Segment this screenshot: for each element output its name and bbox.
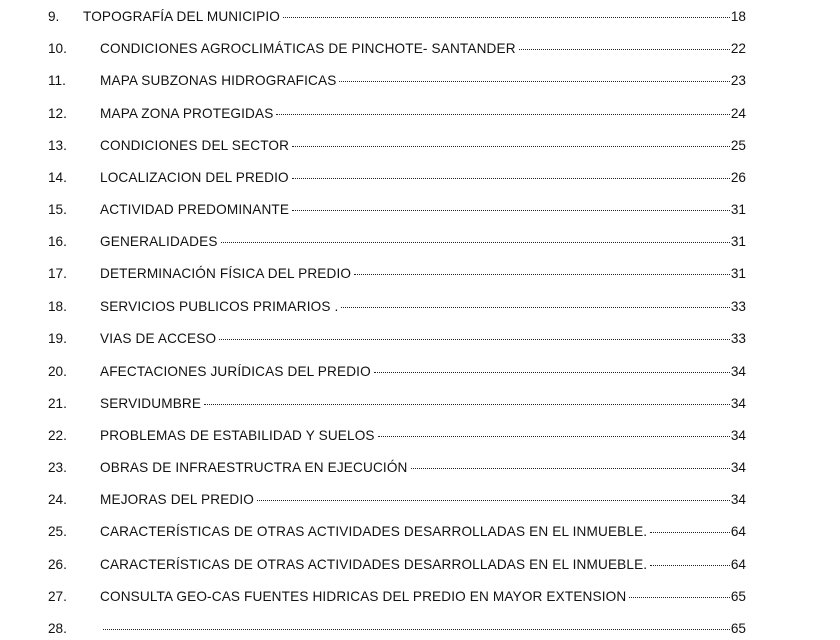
entry-page-number: 65 <box>730 589 746 604</box>
entry-title: CARACTERÍSTICAS DE OTRAS ACTIVIDADES DESARROLLADAS EN EL INMUEBLE. <box>100 557 648 572</box>
dot-leader <box>411 467 730 469</box>
toc-entry-22[interactable] <box>0 425 840 447</box>
entry-number: 16. <box>48 234 67 249</box>
entry-line <box>100 521 746 543</box>
toc-entry-17[interactable] <box>0 263 840 285</box>
entry-title: VIAS DE ACCESO <box>100 331 217 346</box>
entry-title: CONDICIONES AGROCLIMÁTICAS DE PINCHOTE- SANTANDER <box>100 41 516 56</box>
entry-number: 18. <box>48 299 67 314</box>
dot-leader <box>292 209 730 211</box>
entry-page-number: 25 <box>730 138 746 153</box>
entry-page-number: 22 <box>730 41 746 56</box>
toc-entry-16[interactable] <box>0 231 840 253</box>
toc-entry-20[interactable] <box>0 361 840 383</box>
entry-title: DETERMINACIÓN FÍSICA DEL PREDIO <box>100 266 352 281</box>
entry-title: MEJORAS DEL PREDIO <box>100 492 255 507</box>
entry-page-number: 31 <box>730 266 746 281</box>
dot-leader <box>292 177 730 179</box>
toc-entry-14[interactable] <box>0 167 840 189</box>
toc-entry-18[interactable] <box>0 296 840 318</box>
entry-line <box>100 70 746 92</box>
dot-leader <box>339 80 729 82</box>
entry-title: ACTIVIDAD PREDOMINANTE <box>100 202 290 217</box>
entry-number: 19. <box>48 331 67 346</box>
entry-line <box>83 6 746 28</box>
toc-entry-10[interactable] <box>0 38 840 60</box>
entry-line <box>100 38 746 60</box>
entry-page-number: 64 <box>730 524 746 539</box>
toc-entry-15[interactable] <box>0 199 840 221</box>
entry-number: 22. <box>48 428 67 443</box>
entry-line <box>100 457 746 479</box>
entry-line <box>100 199 746 221</box>
entry-page-number: 34 <box>730 492 746 507</box>
toc-entry-11[interactable] <box>0 70 840 92</box>
entry-title: AFECTACIONES JURÍDICAS DEL PREDIO <box>100 364 371 379</box>
toc-entry-26[interactable] <box>0 554 840 576</box>
entry-page-number: 31 <box>730 234 746 249</box>
entry-title: LOCALIZACION DEL PREDIO <box>100 170 289 185</box>
dot-leader <box>378 435 730 437</box>
entry-number: 26. <box>48 557 67 572</box>
entry-line <box>100 103 746 125</box>
entry-page-number: 33 <box>730 299 746 314</box>
entry-number: 21. <box>48 396 67 411</box>
entry-line <box>100 296 746 318</box>
entry-number: 24. <box>48 492 67 507</box>
entry-number: 13. <box>48 138 67 153</box>
entry-line <box>100 425 746 447</box>
entry-page-number: 31 <box>730 202 746 217</box>
entry-line <box>100 489 746 511</box>
entry-page-number: 34 <box>730 428 746 443</box>
entry-title: TOPOGRAFÍA DEL MUNICIPIO <box>83 9 280 24</box>
entry-number: 10. <box>48 41 67 56</box>
entry-page-number: 24 <box>730 106 746 121</box>
entry-page-number: 34 <box>730 460 746 475</box>
entry-page-number: 34 <box>730 364 746 379</box>
entry-page-number: 18 <box>730 9 746 24</box>
entry-line <box>100 231 746 253</box>
dot-leader <box>292 145 730 147</box>
toc-entry-27[interactable] <box>0 586 840 608</box>
entry-number: 28. <box>48 621 67 636</box>
toc-entry-13[interactable] <box>0 135 840 157</box>
entry-title: CARACTERÍSTICAS DE OTRAS ACTIVIDADES DESARROLLADAS EN EL INMUEBLE. <box>100 524 648 539</box>
entry-page-number: 65 <box>730 621 746 636</box>
entry-line <box>100 393 746 415</box>
entry-page-number: 34 <box>730 396 746 411</box>
entry-number: 15. <box>48 202 67 217</box>
entry-title: GENERALIDADES <box>100 234 218 249</box>
dot-leader <box>204 403 730 405</box>
toc-entry-28[interactable] <box>0 618 840 640</box>
entry-page-number: 26 <box>730 170 746 185</box>
dot-leader <box>650 531 730 533</box>
entry-number: 23. <box>48 460 67 475</box>
dot-leader <box>374 371 730 373</box>
entry-line <box>100 554 746 576</box>
toc-entry-12[interactable] <box>0 103 840 125</box>
toc-entry-21[interactable] <box>0 393 840 415</box>
entry-page-number: 64 <box>730 557 746 572</box>
entry-line <box>100 361 746 383</box>
toc-entry-25[interactable] <box>0 521 840 543</box>
entry-number: 17. <box>48 266 67 281</box>
dot-leader <box>519 48 730 50</box>
dot-leader <box>221 241 730 243</box>
entry-title: CONDICIONES DEL SECTOR <box>100 138 290 153</box>
entry-number: 12. <box>48 106 67 121</box>
entry-line <box>100 328 746 350</box>
dot-leader <box>341 306 729 308</box>
entry-title: SERVICIOS PUBLICOS PRIMARIOS . <box>100 299 339 314</box>
dot-leader <box>354 273 730 275</box>
entry-line <box>100 135 746 157</box>
entry-number: 20. <box>48 364 67 379</box>
toc-entry-23[interactable] <box>0 457 840 479</box>
dot-leader <box>629 596 730 598</box>
entry-number: 14. <box>48 170 67 185</box>
dot-leader <box>276 113 729 115</box>
entry-number: 25. <box>48 524 67 539</box>
entry-title: CONSULTA GEO-CAS FUENTES HIDRICAS DEL PREDIO EN MAYOR EXTENSION <box>100 589 627 604</box>
entry-title: OBRAS DE INFRAESTRUCTRA EN EJECUCIÓN <box>100 460 408 475</box>
toc-entry-9[interactable] <box>0 6 840 28</box>
entry-number: 9. <box>48 9 60 24</box>
entry-line <box>100 618 746 640</box>
dot-leader <box>283 16 730 18</box>
dot-leader <box>219 338 730 340</box>
dot-leader <box>650 564 730 566</box>
entry-page-number: 23 <box>730 73 746 88</box>
entry-number: 27. <box>48 589 67 604</box>
entry-title: MAPA ZONA PROTEGIDAS <box>100 106 274 121</box>
entry-page-number: 33 <box>730 331 746 346</box>
entry-line <box>100 263 746 285</box>
entry-line <box>100 167 746 189</box>
entry-number: 11. <box>48 73 66 88</box>
entry-title: MAPA SUBZONAS HIDROGRAFICAS <box>100 73 337 88</box>
dot-leader <box>257 499 730 501</box>
entry-title: PROBLEMAS DE ESTABILIDAD Y SUELOS <box>100 428 375 443</box>
entry-title: SERVIDUMBRE <box>100 396 202 411</box>
entry-line <box>100 586 746 608</box>
toc-entry-19[interactable] <box>0 328 840 350</box>
toc-entry-24[interactable] <box>0 489 840 511</box>
